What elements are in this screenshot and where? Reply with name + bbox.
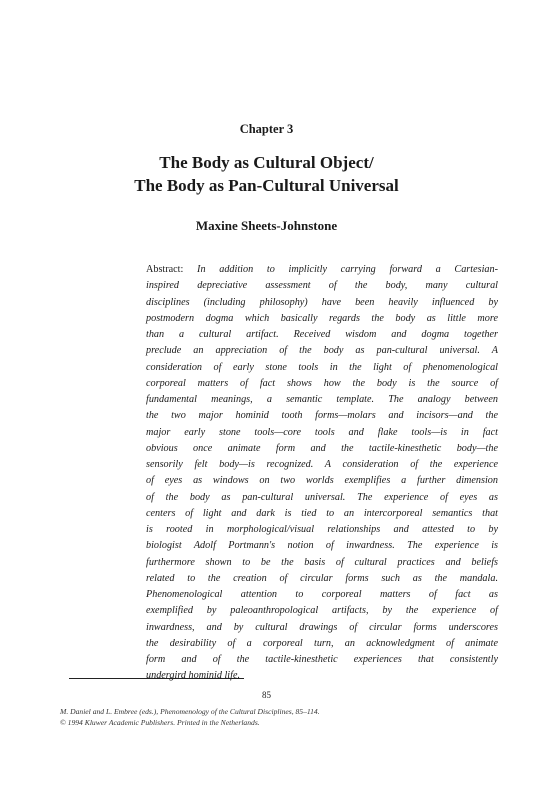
title-line: The Body as Pan-Cultural Universal [134,176,399,195]
abstract-line: Phenomenological attention to corporeal matters of fact as [146,589,498,600]
abstract-line: sensorily felt body—is recognized. A consideration of the experience [146,459,498,470]
abstract-line: form and of the tactile-kinesthetic experiences that consistently [146,654,498,665]
chapter-label: Chapter 3 [239,122,294,136]
abstract-line: major early stone tools—core tools and flake tools—is in fact [146,426,498,438]
footnote-citation: M. Daniel and L. Embree (eds.), Phenomenology of the Cultural Disciplines, 85–114. [60,707,320,716]
abstract-line: centers of light and dark is tied to an intercorporeal semantics that [146,507,498,519]
abstract-line: is rooted in morphological/visual relationships and attested to by [146,524,498,535]
abstract-line: corporeal matters of fact shows how the body is the source of [146,377,498,389]
page-number: 85 [262,690,271,700]
abstract-line [146,262,498,278]
abstract [146,262,498,685]
abstract-line: fundamental meanings, a semantic template. The analogy between [146,394,498,405]
author-name: Maxine Sheets-Johnstone [195,218,338,233]
abstract-line: biologist Adolf Portmann's notion of inwardness. The experience is [146,540,498,552]
abstract-line: the two major hominid tooth forms—molars and incisors—and the [146,410,498,422]
abstract-line: furthermore shown to be the basis of cultural practices and beliefs [146,556,498,568]
abstract-line: consideration of early stone tools in the light of phenomenological [146,361,498,373]
abstract-text: In addition to implicitly carrying forward a Cartesian- [197,264,498,275]
abstract-line: obvious once animate form and the tactile-kinesthetic body—the [146,442,498,454]
abstract-line: than a cultural artifact. Received wisdom and dogma together [146,329,498,340]
abstract-label: Abstract: [146,264,184,275]
footnote-rule [69,678,244,679]
abstract-line: postmodern dogma which basically regards the body as little more [146,312,498,324]
abstract-line: the desirability of a corporeal turn, an acknowledgment of animate [146,637,498,649]
abstract-line: of the body as pan-cultural universal. The experience of eyes as [146,491,498,503]
abstract-line: of eyes as windows on two worlds exemplifies a further dimension [146,475,498,487]
abstract-line: inwardness, and by cultural drawings of circular forms underscores [146,621,498,633]
abstract-line: disciplines (including philosophy) have been heavily influenced by [146,296,498,308]
abstract-line: preclude an appreciation of the body as pan-cultural universal. A [146,345,498,357]
abstract-line: related to the creation of circular forms such as the mandala. [146,572,498,584]
abstract-body [146,278,498,684]
footnote-copyright: © 1994 Kluwer Academic Publishers. Printed in the Netherlands. [60,718,260,727]
abstract-line: inspired depreciative assessment of the body, many cultural [146,280,498,292]
abstract-line: exemplified by paleoanthropological artifacts, by the experience of [146,605,498,617]
title-line: The Body as Cultural Object/ [159,153,374,172]
abstract-line: undergird hominid life. [146,670,241,682]
chapter-title [0,151,533,197]
